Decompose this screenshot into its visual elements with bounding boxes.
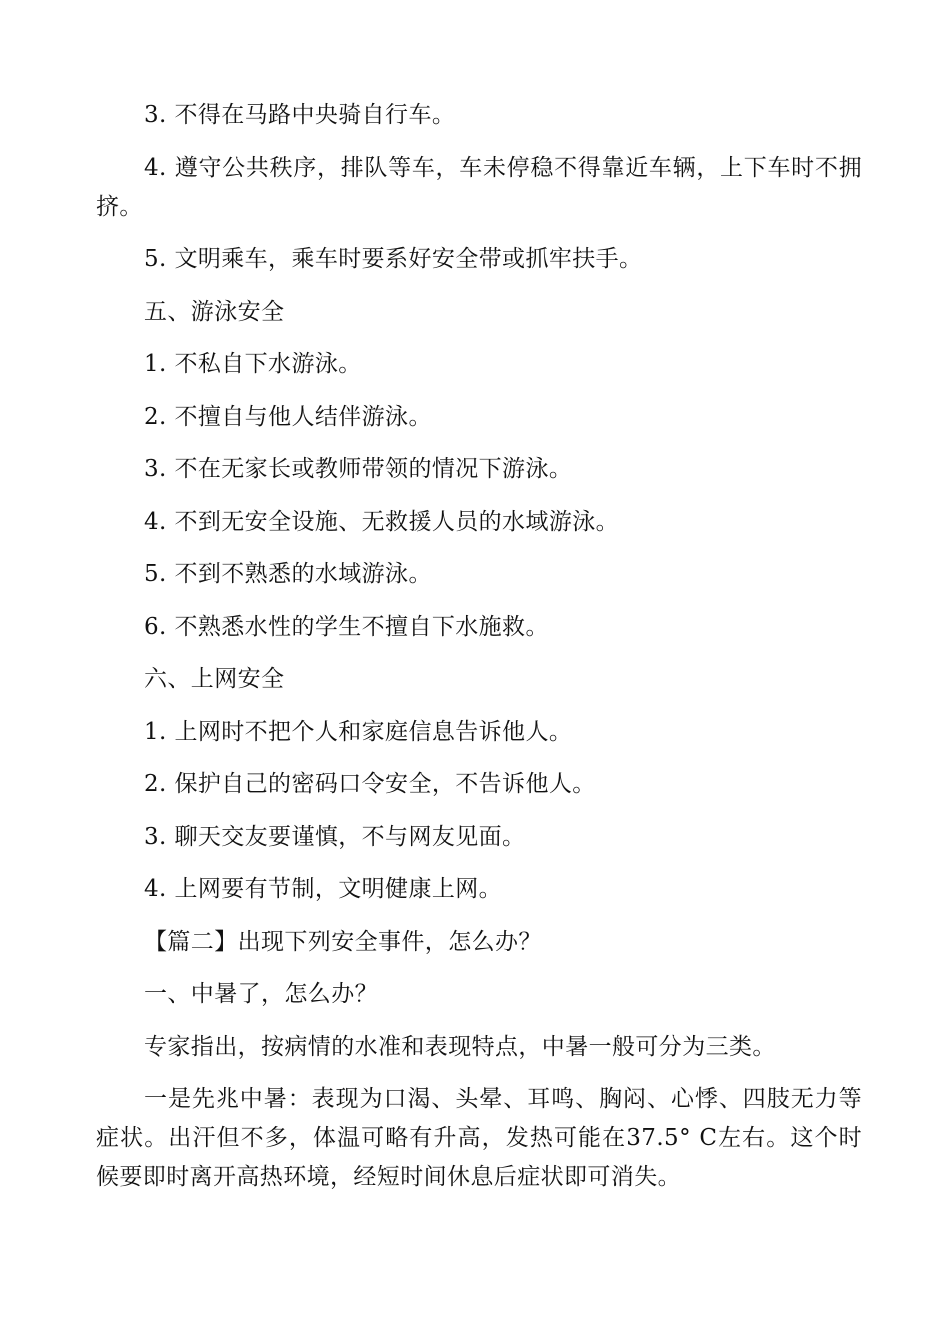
- list-item-swim-1: 1. 不私自下水游泳。: [144, 351, 362, 377]
- list-item-net-3: 3. 聊天交友要谨慎，不与网友见面。: [144, 823, 526, 850]
- part-heading-2: 【篇二】出现下列安全事件，怎么办？: [144, 928, 542, 955]
- list-item-swim-2: 2. 不擅自与他人结伴游泳。: [144, 403, 432, 430]
- list-item-net-2: 2. 保护自己的密码口令安全，不告诉他人。: [144, 771, 596, 797]
- list-item-swim-5: 5. 不到不熟悉的水域游泳。: [144, 561, 432, 587]
- body-paragraph-expert-note: 专家指出，按病情的水准和表现特点，中暑一般可分为三类。: [144, 1033, 776, 1060]
- list-item-public-order: 4. 遵守公共秩序，排队等车，车未停稳不得靠近车辆，上下车时不拥挤。: [96, 154, 862, 220]
- section-heading-internet-safety: 六、上网安全: [144, 666, 285, 692]
- list-item-no-center-cycling: 3. 不得在马路中央骑自行车。: [144, 102, 456, 128]
- list-item-swim-4: 4. 不到无安全设施、无救援人员的水域游泳。: [144, 508, 620, 535]
- document-body: [96, 96, 862, 1211]
- section-heading-swimming-safety: 五、游泳安全: [144, 298, 285, 325]
- list-item-net-4: 4. 上网要有节制，文明健康上网。: [144, 876, 503, 902]
- body-paragraph-early-heatstroke: 一是先兆中暑：表现为口渴、头晕、耳鸣、胸闷、心悸、四肢无力等症状。出汗但不多，体温可略有升高，发热可能在37.5° C左右。这个时候要即时离开高热环境，经短时间休息后症状即可消失。: [96, 1086, 862, 1190]
- section-heading-heatstroke: 一、中暑了，怎么办？: [144, 981, 378, 1007]
- list-item-swim-6: 6. 不熟悉水性的学生不擅自下水施救。: [144, 613, 549, 640]
- list-item-net-1: 1. 上网时不把个人和家庭信息告诉他人。: [144, 718, 573, 745]
- list-item-civil-riding: 5. 文明乘车，乘车时要系好安全带或抓牢扶手。: [144, 246, 643, 272]
- list-item-swim-3: 3. 不在无家长或教师带领的情况下游泳。: [144, 456, 573, 482]
